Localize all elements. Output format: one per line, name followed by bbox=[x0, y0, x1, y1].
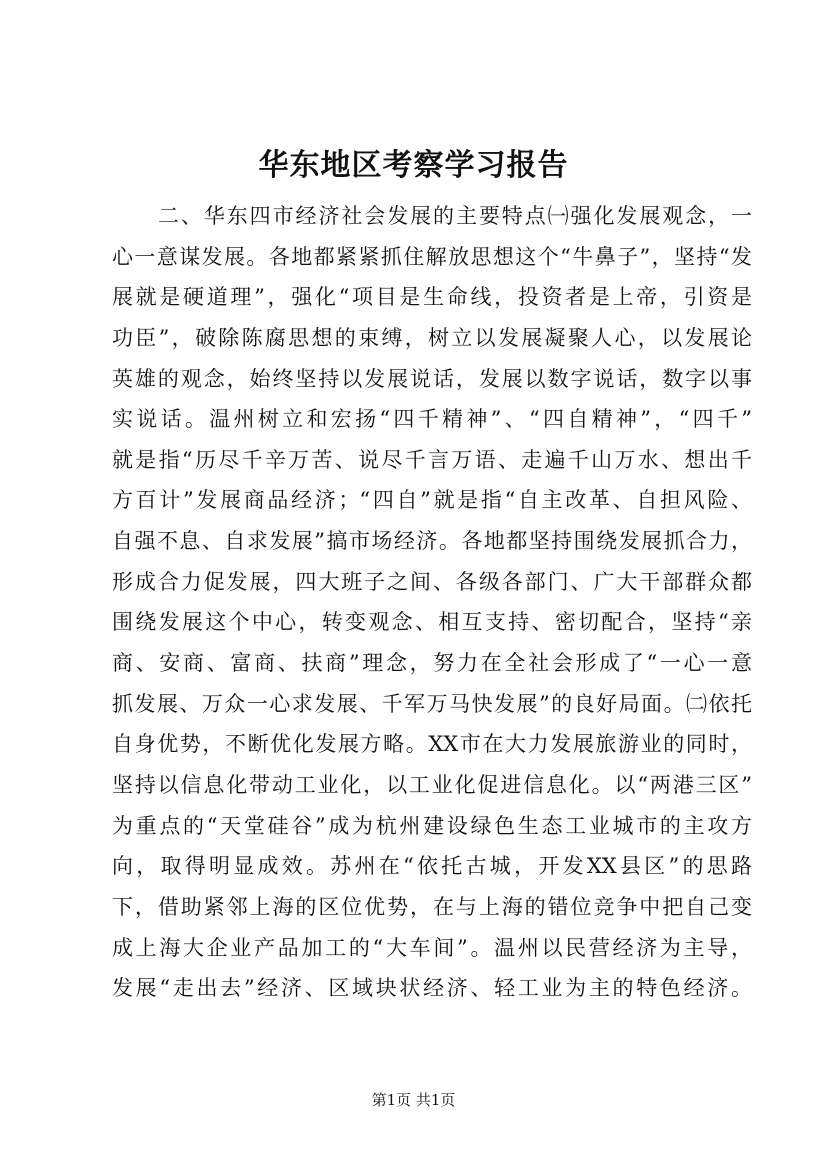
text-line: 向，取得明显成效。苏州在“依托古城，开发XX县区”的思路 bbox=[112, 854, 752, 879]
page-title: 华东地区考察学习报告 bbox=[258, 148, 569, 183]
body-paragraph bbox=[112, 196, 752, 1009]
text-line: 发展“走出去”经济、区域块状经济、轻工业为主的特色经济。 bbox=[112, 976, 752, 1001]
text-line: 功臣”，破除陈腐思想的束缚，树立以发展凝聚人心，以发展论 bbox=[112, 325, 752, 350]
text-line: 坚持以信息化带动工业化，以工业化促进信息化。以“两港三区” bbox=[112, 772, 752, 797]
text-line: 商、安商、富商、扶商”理念，努力在全社会形成了“一心一意 bbox=[112, 651, 752, 676]
text-line: 下，借助紧邻上海的区位优势，在与上海的错位竞争中把自己变 bbox=[112, 894, 752, 919]
text-line: 形成合力促发展，四大班子之间、各级各部门、广大干部群众都 bbox=[112, 569, 752, 594]
text-line: 英雄的观念，始终坚持以发展说话，发展以数字说话，数字以事 bbox=[112, 366, 752, 391]
text-line: 实说话。温州树立和宏扬“四千精神”、“四自精神”，“四千” bbox=[112, 407, 752, 432]
text-line: 围绕发展这个中心，转变观念、相互支持、密切配合，坚持“亲 bbox=[112, 610, 752, 635]
text-line: 心一意谋发展。各地都紧紧抓住解放思想这个“牛鼻子”，坚持“发 bbox=[112, 244, 752, 269]
text-line: 自强不息、自求发展”搞市场经济。各地都坚持围绕发展抓合力， bbox=[112, 529, 752, 554]
text-line: 展就是硬道理”，强化“项目是生命线，投资者是上帝，引资是 bbox=[112, 285, 752, 310]
text-line: 成上海大企业产品加工的“大车间”。温州以民营经济为主导， bbox=[112, 935, 752, 960]
text-line: 就是指“历尽千辛万苦、说尽千言万语、走遍千山万水、想出千 bbox=[112, 447, 752, 472]
text-line: 方百计”发展商品经济；“四自”就是指“自主改革、自担风险、 bbox=[112, 488, 752, 513]
text-line: 为重点的“天堂硅谷”成为杭州建设绿色生态工业城市的主攻方 bbox=[112, 813, 752, 838]
text-line: 自身优势，不断优化发展方略。XX市在大力发展旅游业的同时， bbox=[112, 732, 752, 757]
text-line: 二、华东四市经济社会发展的主要特点㈠强化发展观念，一 bbox=[158, 204, 752, 228]
text-line: 抓发展、万众一心求发展、千军万马快发展”的良好局面。㈡依托 bbox=[112, 691, 752, 716]
page-number-footer: 第1页 共1页 bbox=[371, 1091, 456, 1109]
